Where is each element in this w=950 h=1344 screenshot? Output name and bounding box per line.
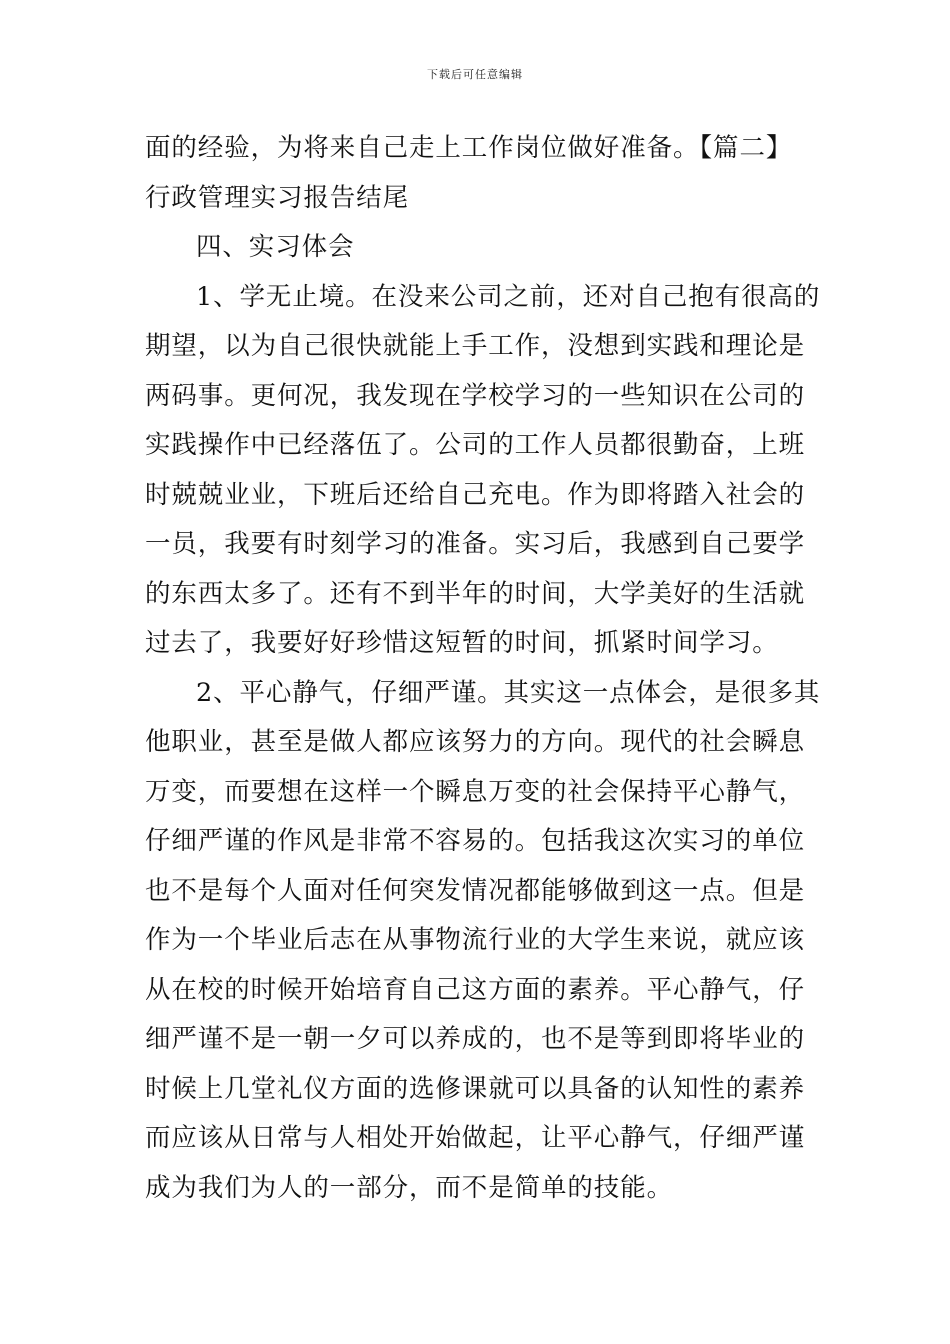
text-line: 行政管理实习报告结尾 <box>145 182 410 213</box>
text-line: 实践操作中已经落伍了。公司的工作人员都很勤奋，上班 <box>145 430 806 460</box>
text-line: 一员，我要有时刻学习的准备。实习后，我感到自己要学 <box>145 529 806 559</box>
text-line: 2、平心静气，仔细严谨。其实这一点体会，是很多其 <box>196 677 821 708</box>
text-line: 1、学无止境。在没来公司之前，还对自己抱有很高的 <box>196 281 821 312</box>
text-line: 时兢兢业业，下班后还给自己充电。作为即将踏入社会的 <box>145 479 806 510</box>
document-body <box>145 124 821 1213</box>
text-line: 从在校的时候开始培育自己这方面的素养。平心静气，仔 <box>145 974 806 1005</box>
text-line: 成为我们为人的一部分，而不是简单的技能。 <box>145 1172 674 1203</box>
text-line: 四、实习体会 <box>196 232 355 262</box>
text-line: 的东西太多了。还有不到半年的时间，大学美好的生活就 <box>145 578 806 609</box>
text-line: 面的经验，为将来自己走上工作岗位做好准备。【篇二】 <box>145 133 793 163</box>
page-header: 下载后可任意编辑 <box>427 68 523 81</box>
text-line: 而应该从日常与人相处开始做起，让平心静气，仔细严谨 <box>145 1123 806 1153</box>
text-line: 期望，以为自己很快就能上手工作，没想到实践和理论是 <box>145 331 806 361</box>
text-line: 两码事。更何况，我发现在学校学习的一些知识在公司的 <box>145 380 806 411</box>
text-line: 过去了，我要好好珍惜这短暂的时间，抓紧时间学习。 <box>145 628 779 658</box>
text-line: 也不是每个人面对任何突发情况都能够做到这一点。但是 <box>145 875 806 906</box>
text-line: 细严谨不是一朝一夕可以养成的，也不是等到即将毕业的 <box>145 1024 806 1054</box>
text-line: 仔细严谨的作风是非常不容易的。包括我这次实习的单位 <box>145 826 806 856</box>
text-line: 作为一个毕业后志在从事物流行业的大学生来说，就应该 <box>145 925 806 955</box>
text-line: 万变，而要想在这样一个瞬息万变的社会保持平心静气， <box>145 776 806 807</box>
text-line: 他职业，甚至是做人都应该努力的方向。现代的社会瞬息 <box>145 727 806 757</box>
text-line: 时候上几堂礼仪方面的选修课就可以具备的认知性的素养 <box>145 1073 806 1104</box>
